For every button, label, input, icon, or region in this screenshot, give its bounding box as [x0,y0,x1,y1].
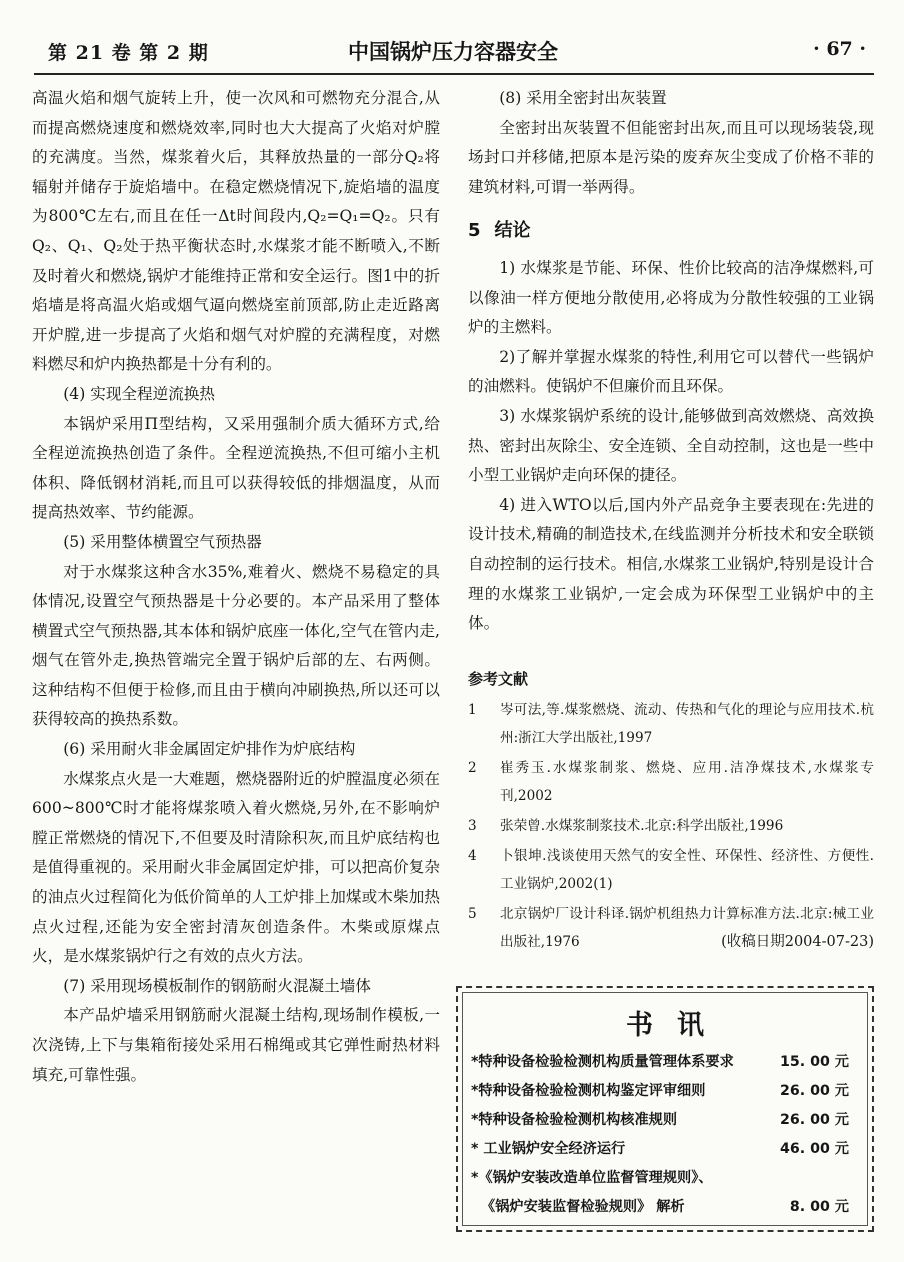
conclusion-item: 3) 水煤浆锅炉系统的设计,能够做到高效燃烧、高效换热、密封出灰除尘、安全连锁、全自动控制，这也是一些中小型工业锅炉走向环保的捷径。 [468,406,874,485]
book-title: *特种设备检验检测机构核准规则 [471,1112,678,1128]
reference-text: 张荣曾.水煤浆制浆技术.北京:科学出版社,1996 [500,818,784,835]
book-item [471,1167,849,1191]
book-item [471,1080,849,1104]
book-price: 46. 00 元 [780,1141,849,1157]
subsection-heading: (8) 采用全密封出灰装置 [499,89,667,107]
body-paragraph: 高温火焰和烟气旋转上升，使一次风和可燃物充分混合,从而提高燃烧速度和燃烧效率,同时也大大提高了火焰对炉膛的充满度。当然，煤浆着火后，其释放热量的一部分Q₂将辐射并储存于旋焰墙中。在稳定燃烧情况下,旋焰墙的温度为800℃左右,而且在任一Δt时间段内,Q₂=Q₁=Q₂。只有Q₂、Q₁、Q₂处于热平衡状态时,水煤浆才能不断喷入,不断及时着火和燃烧,锅炉才能维持正常和安全运行。图1中的折焰墙是将高温火焰或烟气逼向燃烧室前顶部,防止走近路离开炉膛,进一步提高了火焰和烟气对炉膛的充满程度，对燃料燃尽和炉内换热都是十分有利的。 [32,89,440,374]
body-paragraph: 对于水煤浆这种含水35%,难着火、燃烧不易稳定的具体情况,设置空气预热器是十分必要的。本产品采用了整体横置式空气预热器,其本体和锅炉底座一体化,空气在管内走,烟气在管外走,换热管端完全置于锅炉后部的左、右两侧。这种结构不但便于检修,而且由于横向冲刷换热,所以还可以获得较高的换热系数。 [32,562,440,729]
conclusion-item: 4) 进入WTO以后,国内外产品竞争主要表现在:先进的设计技术,精确的制造技术,在线监测并分析技术和安全联锁自动控制的运行技术。相信,水煤浆工业锅炉,特别是设计合理的水煤浆工业锅炉,一定会成为环保型工业锅炉中的主体。 [468,495,874,633]
book-price: 8. 00 元 [789,1199,849,1215]
reference-number: 1 [468,702,477,719]
book-news-title: 书讯 [626,1010,728,1041]
book-price: 15. 00 元 [780,1054,849,1070]
reference-item [468,754,874,810]
book-title: *特种设备检验检测机构鉴定评审细则 [471,1083,706,1099]
book-price: 26. 00 元 [780,1083,849,1099]
book-news-inner [462,992,868,1226]
subsection-heading: (7) 采用现场模板制作的钢筋耐火混凝土墙体 [63,976,371,995]
body-paragraph: 本产品炉墙采用钢筋耐火混凝土结构,现场制作模板,一次浇铸,上下与集箱衔接处采用石棉绳或其它弹性耐热材料填充,可靠性强。 [32,1006,440,1084]
reference-list [468,696,874,956]
book-title: 《锅炉安装监督检验规则》 解析 [481,1199,685,1215]
reference-item [468,812,874,840]
book-item [471,1196,849,1220]
reference-number: 5 [468,906,477,923]
book-title: *《锅炉安装改造单位监督管理规则》、 [471,1170,713,1186]
volume-issue: 第 21 卷 第 2 期 [48,42,209,64]
book-item [471,1109,849,1133]
subsection-heading: (6) 采用耐火非金属固定炉排作为炉底结构 [63,740,356,759]
reference-item [468,900,874,956]
reference-number: 3 [468,818,477,835]
reference-number: 2 [468,760,477,777]
book-price: 26. 00 元 [780,1112,849,1128]
page-header [34,34,872,64]
page-number: · 67 · [813,38,866,60]
book-title: *特种设备检验检测机构质量管理体系要求 [471,1054,734,1070]
reference-text: 北京锅炉厂设计科译.锅炉机组热力计算标准方法.北京:械工业出版社,1976 (收稿日期2004-07-23) [500,900,874,956]
conclusion-paragraphs [468,254,874,639]
body-paragraph: 本锅炉采用Π型结构，又采用强制介质大循环方式,给全程逆流换热创造了条件。全程逆流换热,不但可缩小主机体积、降低钢材消耗,而且可以获得较低的排烟温度，从而提高热效率、节约能源。 [32,414,440,522]
body-paragraph: 全密封出灰装置不但能密封出灰,而且可以现场装袋,现场封口并移储,把原本是污染的废弃灰尘变成了价格不菲的建筑材料,可谓一举两得。 [468,118,874,196]
book-item [471,1138,849,1162]
journal-name: 中国锅炉压力容器安全 [348,40,558,64]
subsection-heading: (4) 实现全程逆流换热 [63,384,215,403]
section-title: 结论 [494,220,531,242]
book-item [471,1051,849,1075]
header-rule [34,73,874,75]
section-heading [468,216,874,246]
references-title: 参考文献 [468,669,529,688]
left-column [32,84,440,1090]
reference-item [468,696,874,752]
reference-text: 卜银坤.浅谈使用天然气的安全性、环保性、经济性、方便性.工业锅炉,2002(1) [500,848,874,893]
conclusion-item: 2)了解并掌握水煤浆的特性,利用它可以替代一些锅炉的油燃料。使锅炉不但廉价而且环保。 [468,347,874,396]
book-news-box [456,986,874,1232]
reference-item [468,842,874,898]
right-top-paragraphs [468,84,874,202]
received-date: (收稿日期2004-07-23) [721,934,874,951]
reference-number: 4 [468,848,477,865]
subsection-heading: (5) 采用整体横置空气预热器 [63,532,262,551]
conclusion-item: 1) 水煤浆是节能、环保、性价比较高的洁净煤燃料,可以像油一样方便地分散使用,必将成为分散性较强的工业锅炉的主燃料。 [468,258,874,337]
right-column [468,84,874,956]
body-paragraph: 水煤浆点火是一大难题，燃烧器附近的炉膛温度必须在600~800℃时才能将煤浆喷入着火燃烧,另外,在不影响炉膛正常燃烧的情况下,不但要及时清除积灰,而且炉底结构也是值得重视的。采用耐火非金属固定炉排，可以把高价复杂的油点火过程简化为低价简单的人工炉排上加煤或木柴加热点火过程,还能为安全密封清灰创造条件。木柴或原煤点火，是水煤浆锅炉行之有效的点火方法。 [32,769,440,966]
reference-text: 岑可法,等.煤浆燃烧、流动、传热和气化的理论与应用技术.杭州:浙江大学出版社,1997 [500,702,874,747]
section-number: 5 [468,220,481,242]
book-title: * 工业锅炉安全经济运行 [471,1141,626,1157]
reference-text: 崔秀玉.水煤浆制浆、燃烧、应用.洁净煤技术,水煤浆专刊,2002 [500,760,874,805]
